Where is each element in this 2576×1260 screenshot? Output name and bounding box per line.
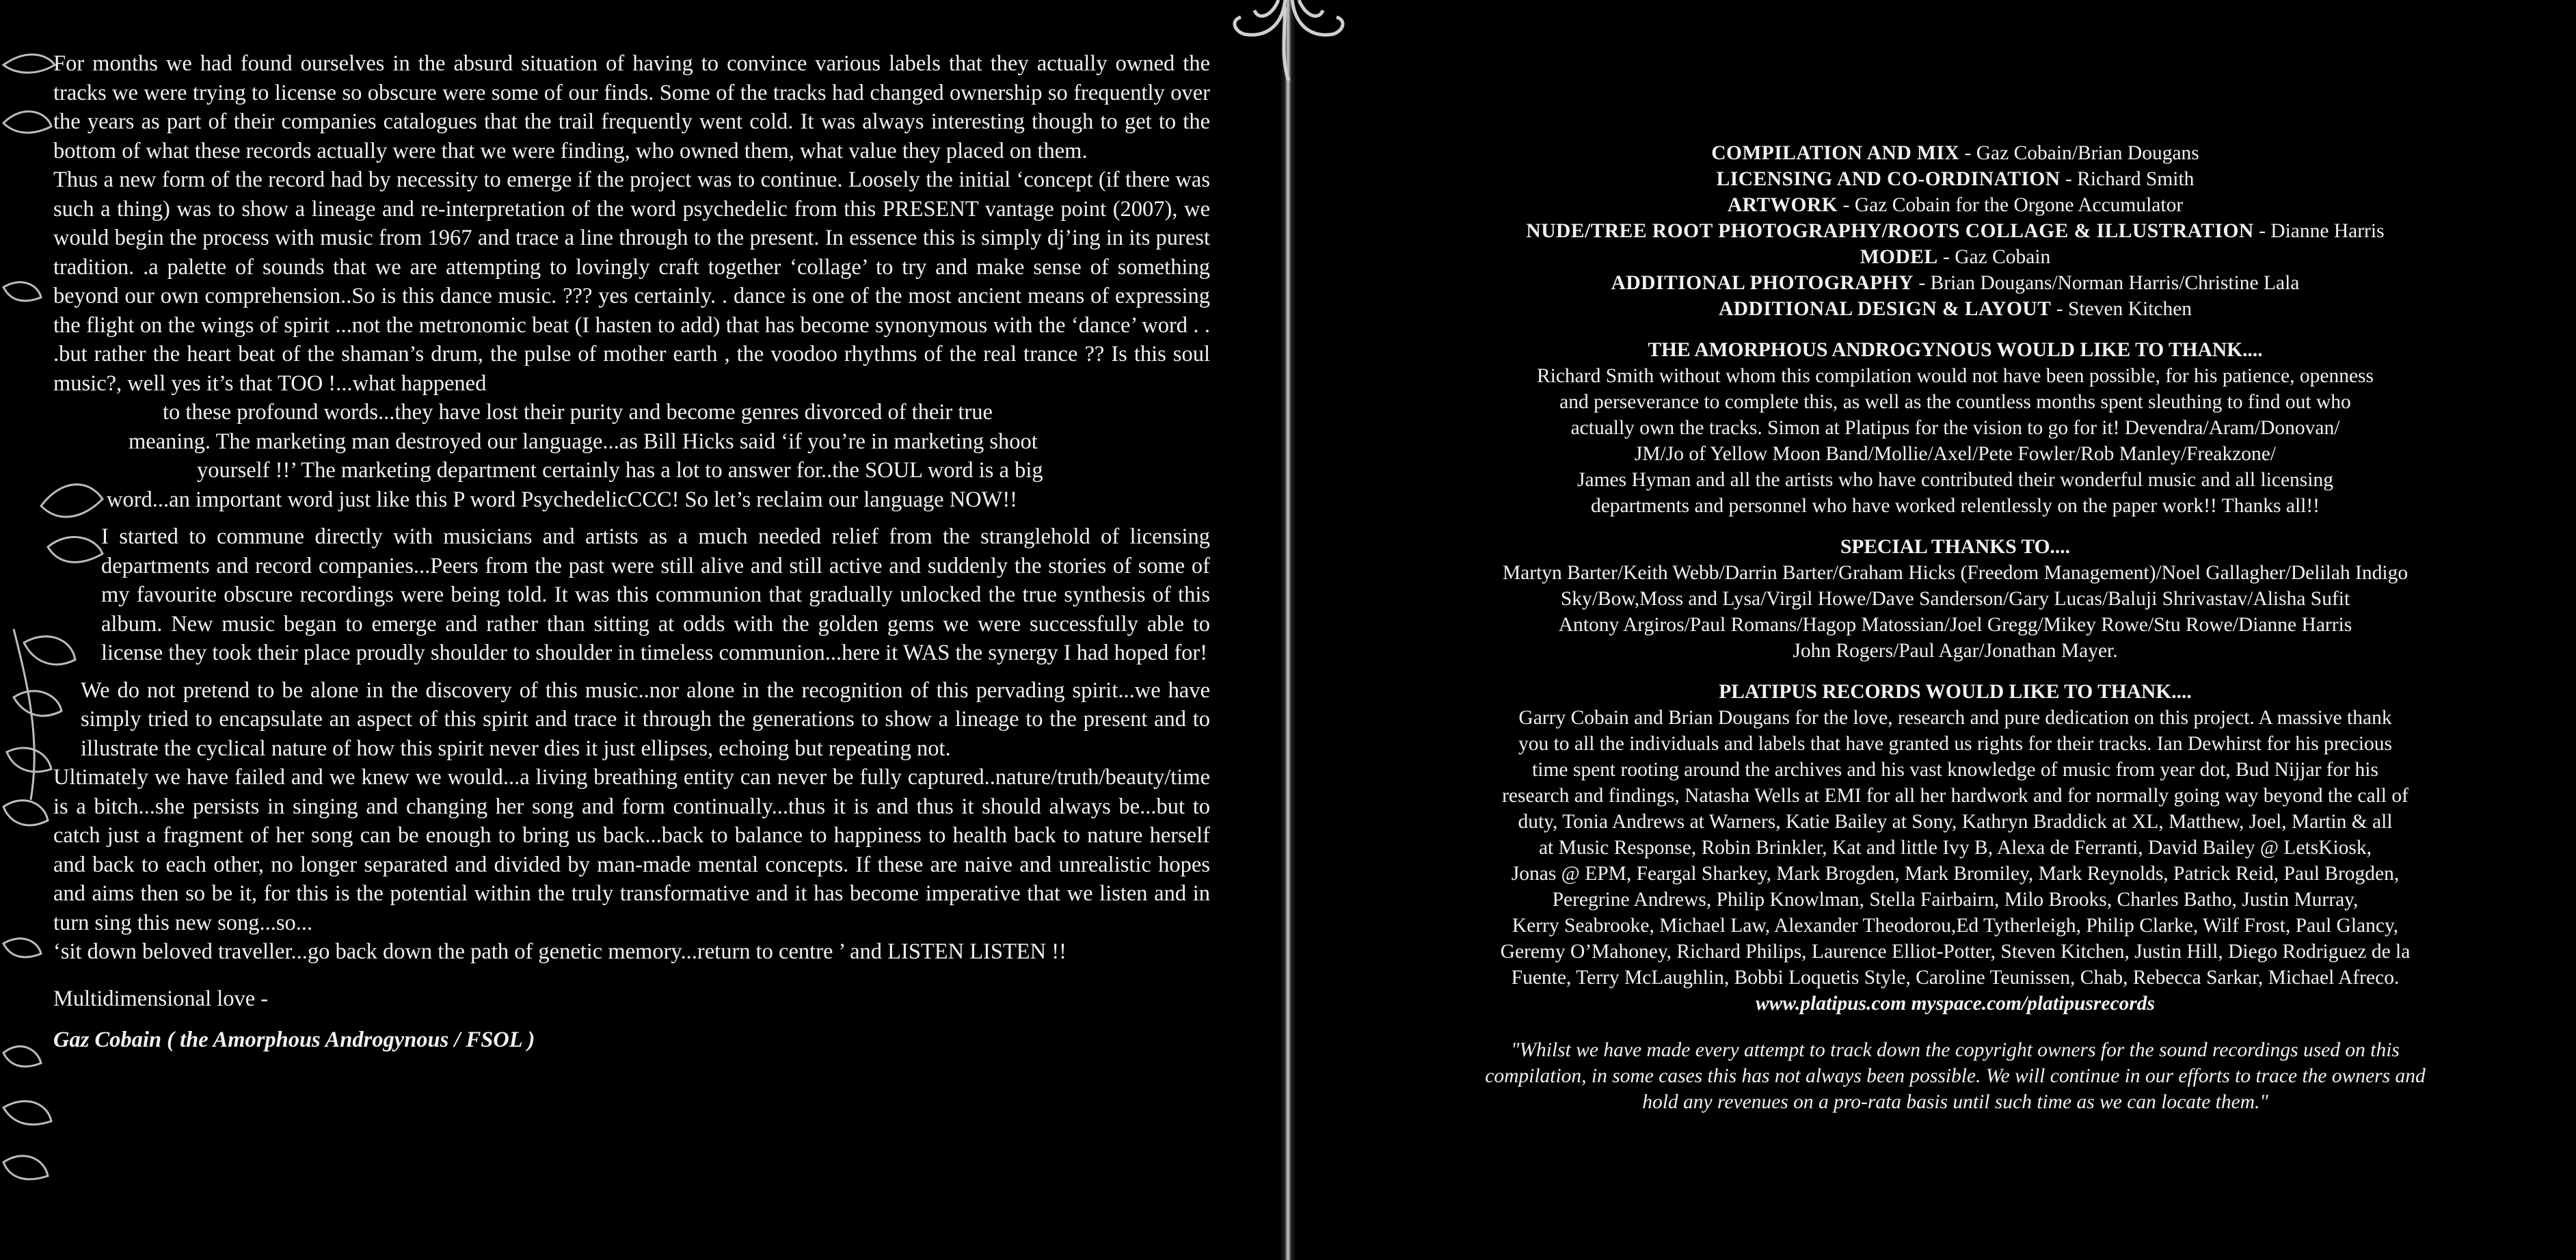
platipus-thanks-line: Peregrine Andrews, Philip Knowlman, Stella Fairbairn, Milo Brooks, Charles Batho, Justin Murray, bbox=[1552, 889, 2359, 911]
credit-line bbox=[1391, 218, 2519, 244]
credit-role: MODEL bbox=[1860, 246, 1938, 268]
credit-role: LICENSING AND CO-ORDINATION bbox=[1716, 168, 2061, 190]
credit-line bbox=[1391, 270, 2519, 296]
essay-paragraph: Ultimately we have failed and we knew we would...a living breathing entity can never be fully captured..nature/truth/beauty/time is a bitch...she persists in singing and changing her song and form continually...thus it is and thus it should always be...but to catch just a fragment of her song can be enough to bring us back...back to balance to happiness to health back to nature herself and back to each other, no longer separated and divided by man-made mental concepts. If these are naive and unrealistic hopes and aims then so be it, for this is the potential within the truly transformative and it has become imperative that we listen and in turn sing this new song...so... bbox=[53, 765, 1210, 935]
disclaimer-line: "Whilst we have made every attempt to track down the copyright owners for the sound recordings used on this bbox=[1511, 1039, 2400, 1061]
credit-names: - Brian Dougans/Norman Harris/Christine Lala bbox=[1913, 272, 2300, 294]
platipus-thanks-line: Geremy O’Mahoney, Richard Philips, Laurence Elliot-Potter, Steven Kitchen, Justin Hill, Diego Rodriguez de la bbox=[1500, 941, 2411, 963]
credit-names: - Richard Smith bbox=[2060, 168, 2195, 190]
thanks-line: actually own the tracks. Simon at Platipus for the vision to go for it! Devendra/Aram/Donovan/ bbox=[1570, 417, 2340, 439]
booklet-spine bbox=[1280, 0, 1296, 1260]
special-thanks-line: Antony Argiros/Paul Romans/Hagop Matossian/Joel Gregg/Mikey Rowe/Stu Rowe/Dianne Harris bbox=[1558, 614, 2352, 636]
credit-names: - Gaz Cobain for the Orgone Accumulator bbox=[1838, 194, 2184, 216]
credits-list bbox=[1391, 140, 2519, 322]
special-thanks-line: Martyn Barter/Keith Webb/Darrin Barter/Graham Hicks (Freedom Management)/Noel Gallagher/Delilah Indigo bbox=[1502, 562, 2409, 584]
essay-paragraph: For months we had found ourselves in the absurd situation of having to convince various labels that they actually owned the tracks we were trying to license so obscure were some of our finds. Some of the tracks had changed ownership so frequently over the years as part of their companies catalogues that the trail frequently went cold. It was always interesting though to get to the bottom of what these records actually were that we were finding, who owned them, what value they placed on them. bbox=[53, 51, 1210, 163]
thanks-line: James Hyman and all the artists who have contributed their wonderful music and all licensing bbox=[1577, 469, 2333, 491]
disclaimer-line: hold any revenues on a pro-rata basis until such time as we can locate them." bbox=[1642, 1091, 2268, 1113]
platipus-thanks-line: time spent rooting around the archives and his vast knowledge of music from year dot, Bud Nijjar for his bbox=[1532, 759, 2378, 781]
essay-line: to these profound words...they have lost their purity and become genres divorced of their true bbox=[163, 400, 993, 425]
platipus-thanks-line: Kerry Seabrooke, Michael Law, Alexander Theodorou,Ed Tytherleigh, Philip Clarke, Wilf Frost, Paul Glancy, bbox=[1512, 915, 2399, 937]
essay-signature: Gaz Cobain ( the Amorphous Androgynous / FSOL ) bbox=[53, 1028, 535, 1052]
thanks-line: departments and personnel who have worked relentlessly on the paper work!! Thanks all!! bbox=[1590, 495, 2320, 517]
thanks-line: Richard Smith without whom this compilation would not have been possible, for his patience, openness bbox=[1536, 365, 2374, 387]
essay-paragraph: ‘sit down beloved traveller...go back down the path of genetic memory...return to centre ’ and LISTEN LISTEN !! bbox=[53, 939, 1066, 964]
website-urls: www.platipus.com myspace.com/platipusrecords bbox=[1756, 993, 2155, 1015]
credit-role: NUDE/TREE ROOT PHOTOGRAPHY/ROOTS COLLAGE & ILLUSTRATION bbox=[1526, 220, 2254, 242]
credit-line bbox=[1391, 166, 2519, 192]
credit-names: - Gaz Cobain bbox=[1937, 246, 2051, 268]
credit-line bbox=[1391, 140, 2519, 166]
essay-paragraph: We do not pretend to be alone in the discovery of this music..nor alone in the recognition of this pervading spirit...we have simply tried to encapsulate an aspect of this spirit and trace it through the generations to show a lineage to the present and to illustrate the cyclical nature of how this spirit never dies it just ellipses, echoing but repeating not. bbox=[81, 678, 1210, 761]
spine-ornament bbox=[1217, 0, 1360, 82]
credit-role: ADDITIONAL DESIGN & LAYOUT bbox=[1718, 298, 2052, 320]
platipus-thanks-line: Jonas @ EPM, Feargal Sharkey, Mark Brogden, Mark Bromiley, Mark Reynolds, Patrick Reid, Paul Brogden, bbox=[1511, 863, 2400, 885]
liner-notes-essay bbox=[53, 49, 1210, 1055]
platipus-thanks-line: at Music Response, Robin Brinkler, Kat and little Ivy B, Alexa de Ferranti, David Bailey @ LetsKiosk, bbox=[1538, 837, 2372, 859]
essay-line: word...an important word just like this P word PsychedelicCCC! So let’s reclaim our language NOW!! bbox=[107, 487, 1017, 512]
platipus-thanks-line: research and findings, Natasha Wells at EMI for all her hardwork and for normally going way beyond the call of bbox=[1502, 785, 2409, 807]
disclaimer-line: compilation, in some cases this has not always been possible. We will continue in our efforts to trace the owners and bbox=[1485, 1065, 2426, 1087]
credit-line bbox=[1391, 296, 2519, 322]
essay-paragraph: Thus a new form of the record had by necessity to emerge if the project was to continue. Loosely the initial ‘concept (if there was such a thing) was to show a lineage and re-interpretation of the word psychedelic from this PRESENT vantage point (2007), we would begin the process with music from 1967 and trace a line through to the present. In essence this is simply dj’ing in its purest tradition. .a palette of sounds that we are attempting to lovingly craft together ‘collage’ to try and make sense of something beyond our own comprehension..So is this dance music. ??? yes certainly. . dance is one of the most ancient means of expressing the flight on the wings of spirit ...not the metronomic beat (I hasten to add) that has become synonymous with the ‘dance’ word . . .but rather the heart beat of the shaman’s drum, the pulse of mother earth , the voodoo rhythms of the real trance ?? Is this soul music?, well yes it’s that TOO !...what happened bbox=[53, 167, 1210, 396]
platipus-thanks-line: you to all the individuals and labels that have granted us rights for their tracks. Ian Dewhirst for his precious bbox=[1518, 733, 2392, 755]
essay-line: meaning. The marketing man destroyed our language...as Bill Hicks said ‘if you’re in marketing shoot bbox=[129, 429, 1038, 454]
essay-paragraph: I started to commune directly with musicians and artists as a much needed relief from the stranglehold of licensing departments and record companies...Peers from the past were still alive and still active and suddenly the stories of some of my favourite obscure recordings were being told. It was this communion that gradually unlocked the true synthesis of this album. New music began to emerge and rather than sitting at odds with the golden gems we were successfully able to license they took their place proudly shoulder to shoulder in timeless communion...here it WAS the synergy I had hoped for! bbox=[101, 524, 1210, 665]
copyright-disclaimer bbox=[1391, 1037, 2519, 1115]
special-thanks-heading: SPECIAL THANKS TO.... bbox=[1840, 536, 2071, 558]
platipus-thanks-line: Garry Cobain and Brian Dougans for the love, research and pure dedication on this project. A massive thank bbox=[1518, 707, 2392, 729]
special-thanks-line: Sky/Bow,Moss and Lysa/Virgil Howe/Dave Sanderson/Gary Lucas/Baluji Shrivastav/Alisha Sufit bbox=[1560, 588, 2350, 610]
thanks-heading: THE AMORPHOUS ANDROGYNOUS WOULD LIKE TO THANK.... bbox=[1648, 339, 2263, 361]
special-thanks-line: John Rogers/Paul Agar/Jonathan Mayer. bbox=[1793, 640, 2118, 662]
credit-role: COMPILATION AND MIX bbox=[1711, 142, 1960, 164]
credit-role: ARTWORK bbox=[1727, 194, 1838, 216]
credit-line bbox=[1391, 192, 2519, 218]
credit-line bbox=[1391, 244, 2519, 270]
essay-closing: Multidimensional love - bbox=[53, 986, 269, 1011]
thanks-line: and perseverance to complete this, as well as the countless months spent sleuthing to find out who bbox=[1559, 391, 2351, 413]
platipus-thanks-line: duty, Tonia Andrews at Warners, Katie Bailey at Sony, Kathryn Braddick at XL, Matthew, Joel, Martin & all bbox=[1518, 811, 2393, 833]
platipus-thanks-line: Fuente, Terry McLaughlin, Bobbi Loquetis Style, Caroline Teunissen, Chab, Rebecca Sarkar, Michael Afreco. bbox=[1511, 967, 2400, 989]
essay-line: yourself !!’ The marketing department certainly has a lot to answer for..the SOUL word is a big bbox=[197, 458, 1043, 483]
credit-names: - Dianne Harris bbox=[2253, 220, 2385, 242]
credits-page bbox=[1391, 140, 2519, 1115]
credit-names: - Steven Kitchen bbox=[2051, 298, 2192, 320]
credit-role: ADDITIONAL PHOTOGRAPHY bbox=[1611, 272, 1914, 294]
thanks-line: JM/Jo of Yellow Moon Band/Mollie/Axel/Pete Fowler/Rob Manley/Freakzone/ bbox=[1634, 443, 2277, 465]
platipus-thanks-heading: PLATIPUS RECORDS WOULD LIKE TO THANK.... bbox=[1719, 681, 2192, 703]
credit-names: - Gaz Cobain/Brian Dougans bbox=[1959, 142, 2199, 164]
